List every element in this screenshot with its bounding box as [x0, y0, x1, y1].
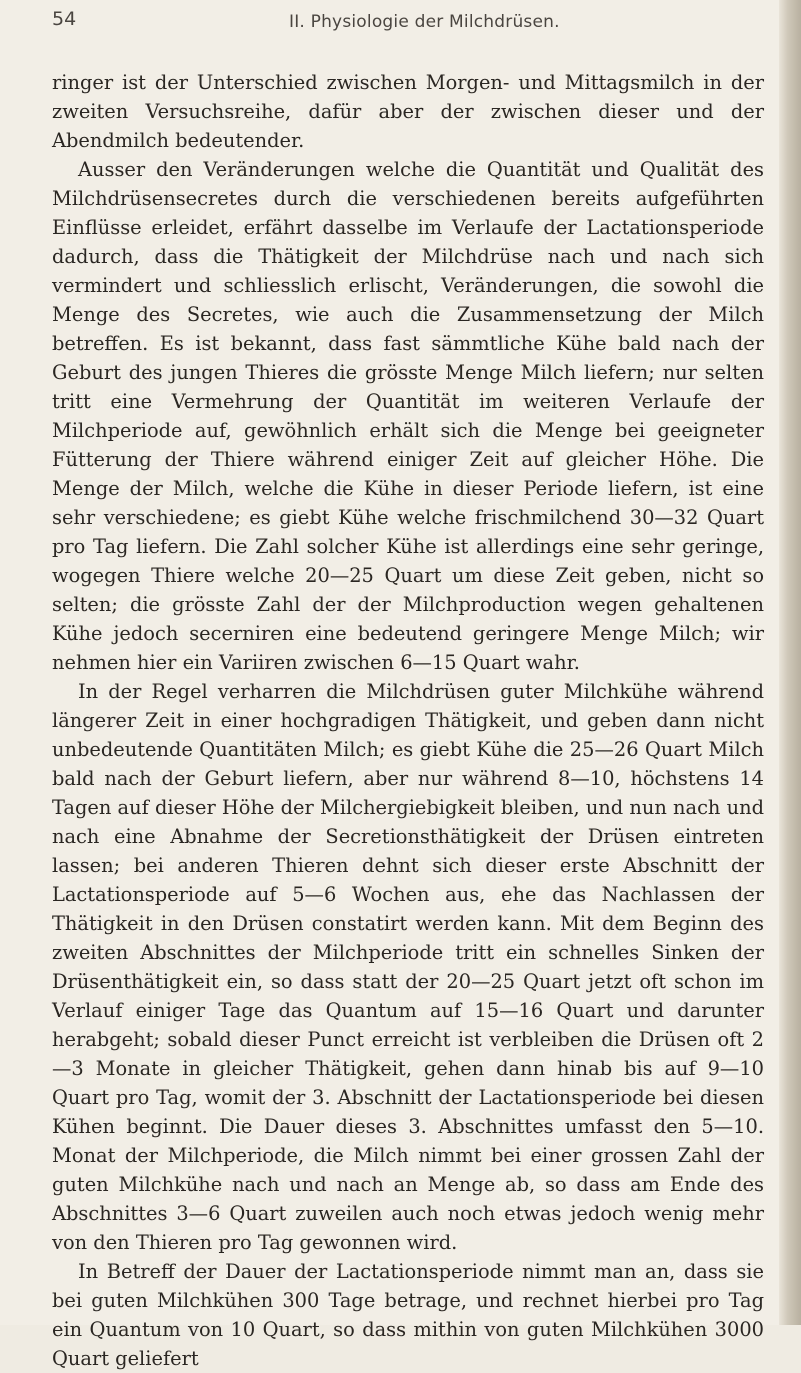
running-title: II. Physiologie der Milchdrüsen. — [289, 12, 560, 32]
paragraph-2: Ausser den Veränderungen welche die Quantität und Qualität des Milchdrüsensecretes durch die verschiedenen bereits aufgeführten Einflüsse erleidet, erfährt dasselbe im Verlaufe der Lactationsperiode dadurch, dass die Thätigkeit der Milchdrüse nach und nach sich vermindert und schliesslich erlischt, Veränderungen, die sowohl die Menge des Secretes, wie auch die Zusammensetzung der Milch betreffen. Es ist bekannt, dass fast sämmtliche Kühe bald nach der Geburt des jungen Thieres die grösste Menge Milch liefern; nur selten tritt eine Vermehrung der Quantität im weiteren Verlaufe der Milchperiode auf, gewöhnlich erhält sich die Menge bei geeigneter Fütterung der Thiere während einiger Zeit auf gleicher Höhe. Die Menge der Milch, welche die Kühe in dieser Periode liefern, ist eine sehr verschiedene; es giebt Kühe welche frischmilchend 30—32 Quart pro Tag liefern. Die Zahl solcher Kühe ist allerdings eine sehr geringe, wogegen Thiere welche 20—25 Quart um diese Zeit geben, nicht so selten; die grösste Zahl der der Milchproduction wegen gehaltenen Kühe jedoch secerniren eine bedeutend geringere Menge Milch; wir nehmen hier ein Variiren zwischen 6—15 Quart wahr. — [52, 158, 764, 674]
page-edge-shadow — [779, 0, 801, 1325]
paragraph-4: In Betreff der Dauer der Lactationsperiode nimmt man an, dass sie bei guten Milchkühen 300 Tage betrage, und rechnet hierbei pro Tag ein Quantum von 10 Quart, so dass mithin von guten Milchkühen 3000 Quart geliefert — [52, 1260, 764, 1370]
paragraph-3: In der Regel verharren die Milchdrüsen guter Milchkühe während längerer Zeit in einer hochgradigen Thätigkeit, und geben dann nicht unbedeutende Quantitäten Milch; es giebt Kühe die 25—26 Quart Milch bald nach der Geburt liefern, aber nur während 8—10, höchstens 14 Tagen auf dieser Höhe der Milchergiebigkeit bleiben, und nun nach und nach eine Abnahme der Secretionsthätigkeit der Drüsen eintreten lassen; bei anderen Thieren dehnt sich dieser erste Abschnitt der Lactationsperiode auf 5—6 Wochen aus, ehe das Nachlassen der Thätigkeit in den Drüsen constatirt werden kann. Mit dem Beginn des zweiten Abschnittes der Milchperiode tritt ein schnelles Sinken der Drüsenthätigkeit ein, so dass statt der 20—25 Quart jetzt oft schon im Verlauf einiger Tage das Quantum auf 15—16 Quart und darunter herabgeht; sobald dieser Punct erreicht ist verbleiben die Drüsen oft 2—3 Monate in gleicher Thätigkeit, gehen dann hinab bis auf 9—10 Quart pro Tag, womit der 3. Abschnitt der Lactationsperiode bei diesen Kühen beginnt. Die Dauer dieses 3. Abschnittes umfasst den 5—10. Monat der Milchperiode, die Milch nimmt bei einer grossen Zahl der guten Milchkühe nach und nach an Menge ab, so dass am Ende des Abschnittes 3—6 Quart zuweilen auch noch etwas jedoch wenig mehr von den Thieren pro Tag gewonnen wird. — [52, 680, 764, 1254]
page-header — [52, 8, 752, 38]
body-text — [52, 68, 764, 1373]
page-number: 54 — [52, 8, 77, 30]
paragraph-1: ringer ist der Unterschied zwischen Morgen- und Mittagsmilch in der zweiten Versuchsreihe, dafür aber der zwischen dieser und der Abendmilch bedeutender. — [52, 71, 764, 152]
